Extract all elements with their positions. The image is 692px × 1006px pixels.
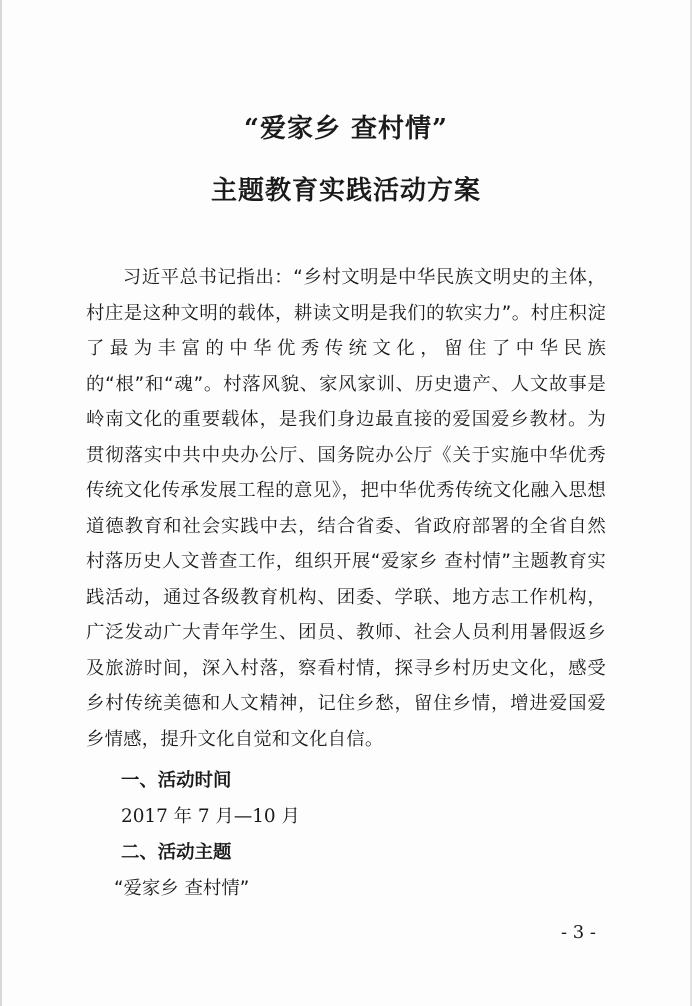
page-number: - 3 - [560, 922, 596, 943]
section-heading-activity-time: 一、活动时间 [121, 770, 232, 791]
document-title-line2: 主题教育实践活动方案 [210, 176, 481, 206]
section-heading-activity-theme: 二、活动主题 [121, 842, 232, 863]
scan-edge-left [0, 0, 2, 1006]
intro-paragraph: 习近平总书记指出：“乡村文明是中华民族文明史的主体，村庄是这种文明的载体，耕读文明是我们的软实力”。村庄积淀了最为丰富的中华优秀传统文化，留住了中华民族的“根”和“魂”。村落风貌、家风家训、历史遗产、人文故事是岭南文化的重要载体，是我们身边最直接的爱国爱乡教材。为贯彻落实中共中央办公厅、国务院办公厅《关于实施中华优秀传统文化传承发展工程的意见》，把中华优秀传统文化融入思想道德教育和社会实践中去，结合省委、省政府部署的全省自然村落历史人文普查工作，组织开展“爱家乡 查村情”主题教育实践活动，通过各级教育机构、团委、学联、地方志工作机构，广泛发动广大青年学生、团员、教师、社会人员利用暑假返乡及旅游时间，深入村落，察看村情，探寻乡村历史文化，感受乡村传统美德和人文精神，记住乡愁，留住乡情，增进爱国爱乡情感，提升文化自觉和文化自信。 [86, 267, 606, 750]
activity-theme-text: “爱家乡 查村情” [114, 878, 250, 899]
document-title-line1: “爱家乡 查村情” [244, 114, 448, 144]
activity-time-text: 2017 年 7 月—10 月 [121, 806, 300, 827]
